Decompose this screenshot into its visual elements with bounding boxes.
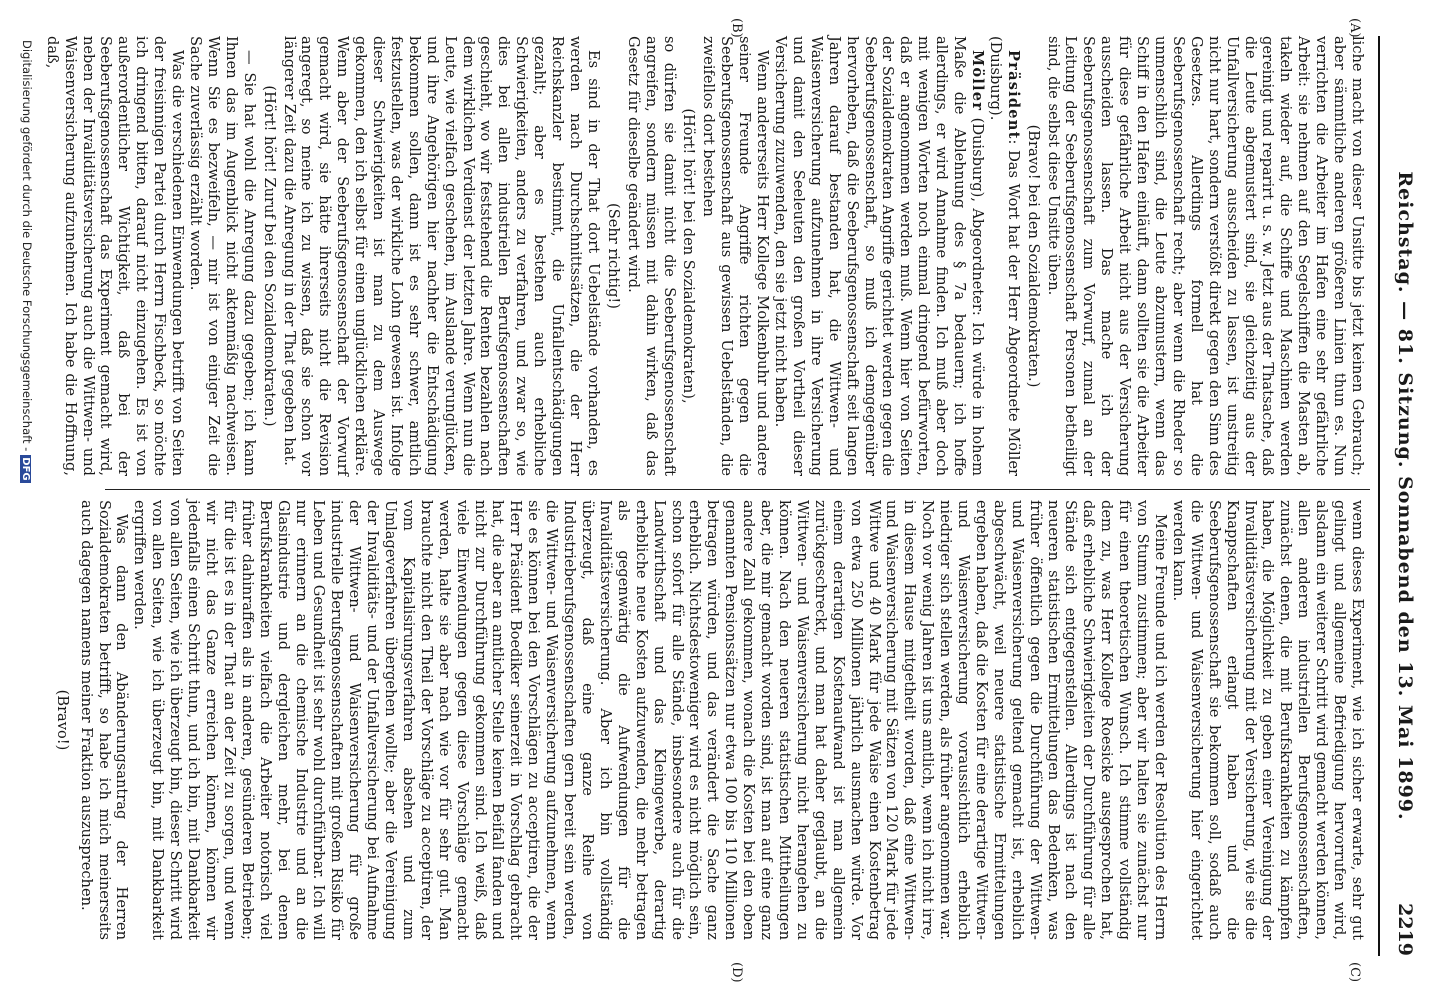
reaction-note: (Sehr richtig!) [604, 203, 622, 309]
speech-paragraph [771, 36, 986, 476]
reaction-note: (Hört! hört! bei den Sozialdemokraten), [680, 108, 698, 404]
margin-letter-a: (A) [1347, 18, 1362, 38]
speaker-text: : Das Wort hat der Herr Abgeordnete Möller (Duisburg). [986, 36, 1022, 476]
paragraph: liche macht von dieser Unsitte bis jetzt keinen Gebrauch; aber sämmtliche anderen größeren Linien thun es. Nun verrichten die Arbeiter im Hafen eine sehr gefährliche Arbeit: sie nehmen auf den Segelschiffen die Masten ab, takeln wieder auf, die Schiffe und Maschinen werden gereinigt und reparirt u. s. w. Jetzt aus der Thatsache, daß die Leute abgemustert sind, sie gleichzeitig aus der Unfallversicherung ausscheiden zu lassen, ist unstreitig nicht nur hart, sondern verstößt direkt gegen den Sinn des Gesetzes. Allerdings formell hat die Seeberufsgenossenschaft recht; aber wenn die Rheder so unmenschlich sind, die Leute abzumustern, wenn das Schiff in den Hafen einläuft, dann sollten sie die Arbeiter für diese gefährliche Arbeit nicht aus der Versicherung ausscheiden lassen. Das mache ich der Seeberufsgenossenschaft zum Vorwurf, zumal an der Leitung der Seeberufsgenossenschaft Personen betheiligt sind, die selbst diese Unsitte üben. [1044, 36, 1366, 476]
digitization-credit [20, 40, 34, 960]
reaction-note: (Bravo! bei den Sozialdemokraten.) [1024, 124, 1042, 388]
speech-text: (Duisburg), Abgeordneter: Ich würde in hohem Maße die Ablehnung des § 7a bedauern; ich hoffe allerdings, er wird Annahme finden. Ich muß aber doch mit wenigen Worten noch einmal dringend befürworten, daß er angenommen werden muß. Wenn hier von Seiten der Sozialdemokraten Angriffe gerichtet werden gegen die Seeberufsgenossenschaft, so muß ich demgegenüber hervorheben, daß die Seeberufsgenossenschaft seit langen Jahren darauf bestanden hat, die Wittwen- und Waisenversicherung aufzunehmen in ihre Versicherung und damit den Seeleuten den großen Vortheil dieser Versicherung zuzuwenden, den sie jetzt nicht haben. [772, 36, 986, 476]
margin-letter-d: (D) [729, 962, 744, 983]
paragraph: Es sind in der That dort Uebelstände vorhanden, es werden nach Durchschnittssätzen, die der Herr Reichskanzler bestimmt, die Unfallentschädigungen gezahlt; aber es bestehen auch erhebliche Schwierigkeiten, anders zu verfahren, und zwar so, wie dies bei allen industriellen Berufsgenossenschaften geschieht, wo wir feststehend die Renten bezahlen nach dem wirklichen Verdienst der letzten Jahre. Wenn nun die Leute, wie vielfach geschehen, im Auslande verunglücken, und ihre Angehörigen hier nachher die Entschädigung bekommen sollen, dann ist es sehr schwer, amtlich festzustellen, was der wirkliche Lohn gewesen ist. Infolge dieser Schwierigkeiten ist man zu dem Auswege gekommen, den ich selbst für einen unglücklichen erkläre. Wenn aber der Seeberufsgenossenschaft der Vorwurf gemacht wird, sie hätte ihrerseits nicht die Revision angeregt, so meine ich zu wissen, daß sie schon vor längerer Zeit dazu die Anregung in der That gegeben hat. [280, 36, 602, 476]
margin-letter-c: (C) [1347, 962, 1362, 983]
left-text-column [43, 36, 1366, 476]
column-divider [105, 489, 1370, 490]
paragraph: so dürfen sie damit nicht die Seeberufsgenossenschaft angreifen, sondern müssen mit dahin wirken, daß das Gesetz für dieselbe geändert wird. [624, 36, 678, 476]
paragraph: Meine Freunde und ich werden der Resolution des Herrn von Stumm zustimmen; aber wir halten sie zunächst nur für einen theoretischen Wunsch. Ich stimme vollständig dem zu, was Herr Kollege Roesicke ausgesprochen hat, daß erhebliche Schwierigkeiten der Durchführung für alle Stände sich entgegenstellen. Allerdings ist nach den neueren statistischen Ermittelungen das Bedenken, was früher öffentlich gegen die Durchführung der Wittwen- und Waisenversicherung geltend gemacht ist, erheblich abgeschwächt, weil neuere statistische Ermittelungen ergeben haben, daß die Kosten für eine derartige Wittwen- und Waisenversicherung voraussichtlich erheblich niedriger sich stellen werden, als früher angenommen war. Noch vor wenig Jahren ist uns amtlich, wenn ich nicht irre, in diesem Hause mitgetheilt worden, daß eine Wittwen- und Waisenversicherung mit Sätzen von 120 Mark für jede Wittwe und 40 Mark für jede Waise einen Kostenbetrag von etwa 250 Millionen jährlich ausmachen würde. Vor einem derartigen Kostenaufwand ist man allgemein zurückgeschreckt, und man hat daher geglaubt, an die Wittwen- und Waisenversicherung nicht herangehen zu können. Nach den neueren statistischen Mittheilungen aber, die mir gemacht worden sind, ist man auf eine ganz andere Zahl gekommen, wonach die Kosten bei den oben genannten Pensionssätzen nur etwa 100 bis 110 Millionen betragen würden, und das verändert die Sache ganz erheblich. Nichtsdestoweniger wird es nicht möglich sein, schon sofort für alle Stände, insbesondere auch für die Landwirthschaft und das Kleingewerbe, derartig erhebliche neue Kosten aufzuwenden, die mehr betragen als gegenwärtig die Aufwendungen für die Invaliditätsversicherung. Aber ich bin vollständig überzeugt, daß eine ganze Reihe von Industrieberufsgenossenschaften gern bereit sein werden, die Wittwen- und Waisenversicherung aufzunehmen, wenn sie es können bei den Vorschlägen zu acceptiren, die der Herr Präsident Boediker seinerzeit in Vorschlag gebracht hat, die aber an amtlicher Stelle keinen Beifall fanden und nicht zur Durchführung gekommen sind. Ich weiß, daß viele Einwendungen gegen diese Vorschläge gemacht werden, halte sie aber nach wie vor für sehr gut. Man brauchte nicht den Theil der Vorschläge zu acceptiren, der vom Kapitalisirungsverfahren absehen und zum Umlageverfahren übergehen wollte; aber die Vereinigung der Invaliditäts- und der Unfallversicherung bei Aufnahme der Wittwen- und Waisenversicherung für große industrielle Berufsgenossenschaften mit großem Risiko für Leben und Gesundheit ist sehr wohl durchführbar. Ich will nur erinnern an die chemische Industrie und an die Glasindustrie und dergleichen mehr, bei denen Berufskrankheiten vielfach die Arbeiter notorisch viel früher dahinraffen als in anderen, gesünderen Betrieben; für die ist es in der That an der Zeit zu sorgen, und wenn wir nicht das Ganze erreichen können, können wir jedenfalls einen Schritt thun, und ich bin, mit Dankbarkeit von allen Seiten, wie ich überzeugt bin, dieser Schritt wird von allen Seiten, wie ich überzeugt bin, mit Dankbarkeit ergriffen werden. [131, 500, 1170, 940]
page-number: 2219 [1394, 903, 1416, 956]
reaction-note: (Hört! hört! Zuruf bei den Sozialdemokraten.) [260, 85, 278, 427]
paragraph: Wenn andererseits Herr Kollege Molkenbuhr und andere seiner Freunde Angriffe richten gegen die Seeberufsgenossenschaft aus gewissen Uebelständen, die zweifellos dort bestehen [700, 36, 772, 476]
speaker-label: Präsident [1004, 50, 1022, 140]
paragraph: wenn dieses Experiment, wie ich sicher erwarte, sehr gut gelingt und allgemeine Befriedigung hervorrufen wird, alsdann ein weiterer Schritt wird gemacht werden können, allen anderen industriellen Berufsgenossenschaften, zunächst denen, die mit Berufskrankheiten zu kämpfen haben, die Möglichkeit zu geben einer Vereinigung der Invaliditätsversicherung mit der Versicherung, wie sie die Knappschaften erlangt haben und die Seeberufsgenossenschaft sie bekommen soll, sodaß auch die Wittwen- und Waisenversicherung hier eingerichtet werden kann. [1169, 500, 1366, 940]
page-header [1378, 36, 1420, 956]
speaker-name: Möller [968, 50, 986, 112]
dfg-logo: DFG [20, 457, 31, 481]
speaker-paragraph [986, 36, 1022, 476]
margin-letter-b: (B) [729, 18, 744, 38]
paragraph: Was die verschiedenen Einwendungen betrifft von Seiten der freisinnigen Partei durch Herrn Fischbeck, so möchte ich dringend bitten, darauf nicht einzugehen. Es ist von außerordentlicher Wichtigkeit, daß bei der Seeberufsgenossenschaft das Experiment gemacht wird, neben der Invaliditätsversicherung auch die Wittwen- und Waisenversicherung aufzunehmen. Ich habe die Hoffnung, daß, [43, 36, 187, 476]
page-header-title: Reichstag. — 81. Sitzung. Sonnabend den 13. Mai 1899. [1394, 171, 1416, 821]
reaction-note: (Bravo!) [53, 689, 71, 751]
right-text-column [53, 500, 1366, 940]
paragraph: Was dann den Abänderungsantrag der Herren Sozialdemokraten betrifft, so habe ich mich meinerseits auch dagegen namens meiner Fraktion auszusprechen. [77, 500, 131, 940]
credit-text: Digitalisierung gefördert durch die Deutsche Forschungsgemeinschaft - [20, 40, 34, 452]
paragraph: — Sie hat wohl die Anregung dazu gegeben; ich kann Ihnen das im Augenblick nicht aktenmäßig nachweisen. Wenn Sie es bezweifeln, — mir ist von einiger Zeit die Sache zuverlässig erzählt worden. [187, 36, 258, 476]
